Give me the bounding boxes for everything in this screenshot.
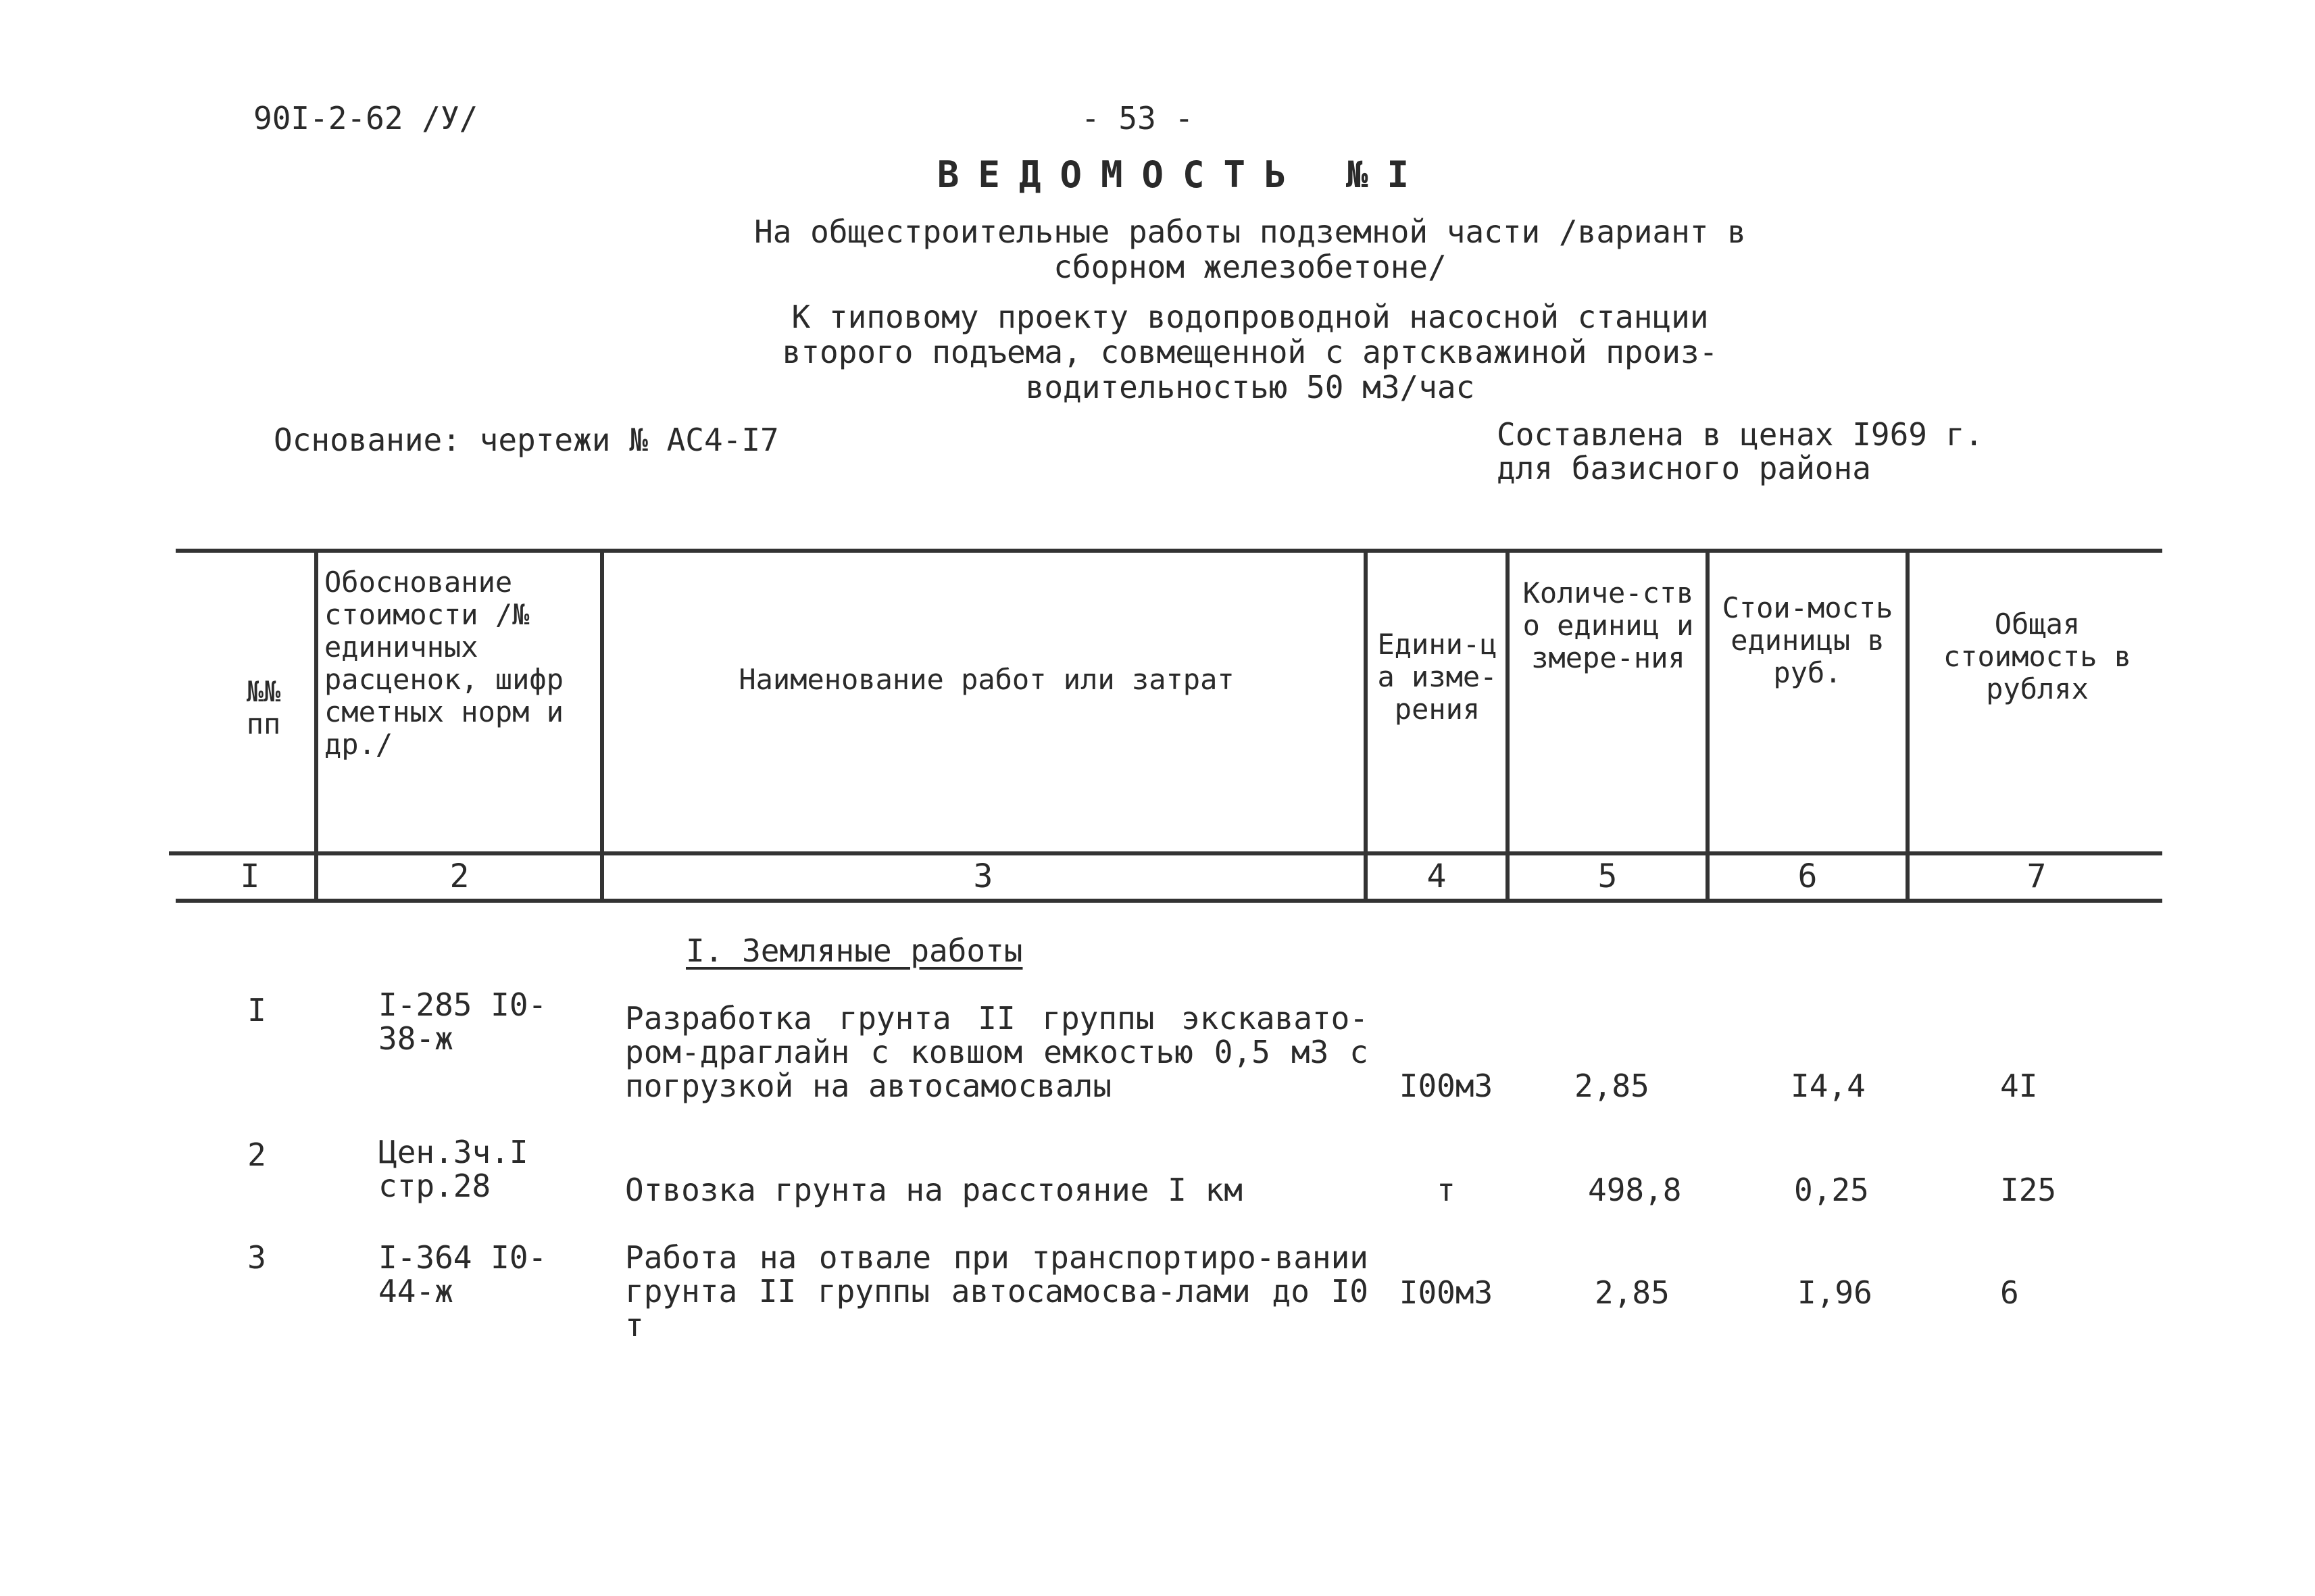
header-col-3: Наименование работ или затрат: [739, 663, 1235, 696]
table-top-rule: [176, 549, 2162, 553]
col-number-5: 5: [1597, 857, 1618, 895]
row-unit: т: [1437, 1172, 1455, 1208]
col-number-7: 7: [2026, 857, 2047, 895]
row-number: 3: [247, 1239, 266, 1276]
prices-line-1: Составлена в ценах I969 г.: [1497, 416, 1984, 453]
header-col-1: №№ пп: [246, 675, 281, 741]
row-total: 6: [2000, 1274, 2019, 1311]
row-name: Работа на отвале при транспортиро-вании грунта II группы автосамосва-лами до I0 т: [625, 1239, 1368, 1343]
header-col-2: Обоснование стоимости /№ единичных расценок, шифр сметных норм и др./: [324, 566, 564, 761]
basis-line: Основание: чертежи № АС4-I7: [274, 422, 779, 458]
header-col-5: Количе-ство единиц измере-ния: [1522, 576, 1694, 674]
subtitle-line-2c: водительностью 50 м3/час: [1025, 369, 1475, 405]
row-name: Отвозка грунта на расстояние I км: [625, 1172, 1243, 1208]
row-unit-price: 0,25: [1794, 1172, 1869, 1208]
table-number-rule: [176, 899, 2162, 903]
row-total: I25: [2000, 1172, 2057, 1208]
table-header-rule: [169, 851, 2162, 855]
header-col-4: Едини-ца изме-рения: [1377, 628, 1497, 726]
row-number: 2: [247, 1137, 266, 1173]
header-col-6: Стои-мость единицы в руб.: [1722, 591, 1893, 689]
col-divider-6: [1906, 549, 1910, 903]
page-number: - 53 -: [1081, 100, 1194, 136]
row-unit: I00м3: [1399, 1068, 1493, 1104]
row-quantity: 2,85: [1574, 1068, 1649, 1104]
col-divider-4: [1505, 549, 1510, 903]
row-unit-price: I4,4: [1791, 1068, 1866, 1104]
row-unit-price: I,96: [1797, 1274, 1872, 1311]
col-divider-1: [314, 549, 318, 903]
col-number-4: 4: [1426, 857, 1447, 895]
header-col-7: Общая стоимость в рублях: [1943, 607, 2132, 705]
subtitle-line-2a: К типовому проекту водопроводной насосной станции: [791, 299, 1709, 335]
subtitle-line-2b: второго подъема, совмещенной с артскважиной произ-: [782, 334, 1718, 370]
subtitle-line-1a: На общестроительные работы подземной части /вариант в: [754, 214, 1746, 250]
section-title: I. Земляные работы: [686, 932, 1023, 969]
row-total: 4I: [2000, 1068, 2038, 1104]
row-basis: Цен.Зч.I стр.28: [378, 1134, 528, 1204]
document-code: 90I-2-62 /У/: [253, 100, 478, 136]
col-divider-3: [1364, 549, 1368, 903]
col-divider-5: [1706, 549, 1710, 903]
prices-line-2: для базисного района: [1497, 450, 1871, 487]
col-divider-2: [600, 549, 604, 903]
row-number: I: [247, 992, 266, 1028]
document-title: ВЕДОМОСТЬ №I: [937, 153, 1428, 196]
row-unit: I00м3: [1399, 1274, 1493, 1311]
row-quantity: 2,85: [1595, 1274, 1670, 1311]
col-number-3: 3: [973, 857, 993, 895]
row-basis: I-364 I0-44-ж: [378, 1239, 547, 1310]
subtitle-line-1b: сборном железобетоне/: [1053, 249, 1447, 285]
col-number-1: I: [240, 857, 260, 895]
col-number-6: 6: [1797, 857, 1818, 895]
row-quantity: 498,8: [1588, 1172, 1682, 1208]
row-basis: I-285 I0-38-ж: [378, 987, 547, 1057]
col-number-2: 2: [449, 857, 470, 895]
row-name: Разработка грунта II группы экскавато-ром-драглайн с ковшом емкостью 0,5 м3 с погрузкой на автосамосвалы: [625, 1000, 1368, 1104]
